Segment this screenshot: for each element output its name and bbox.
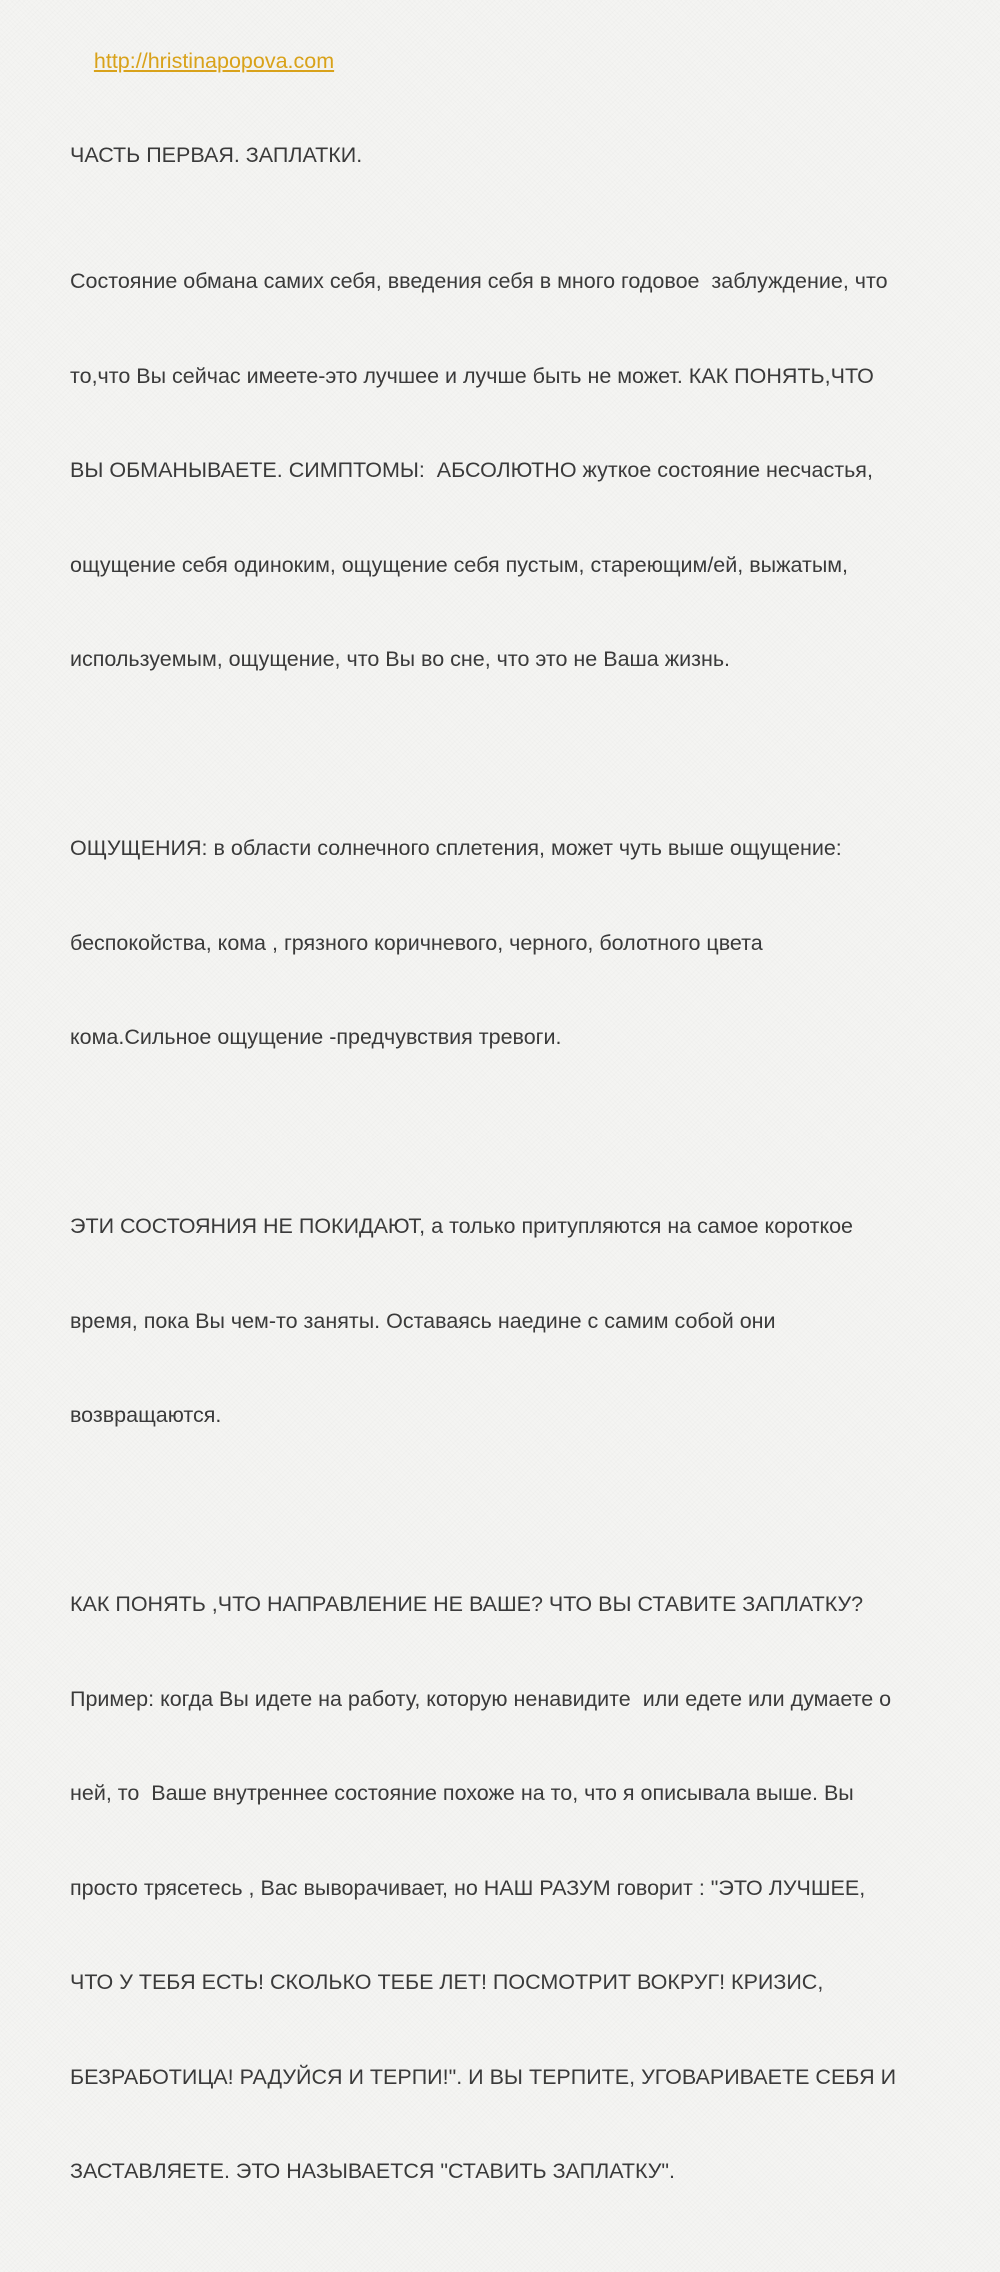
paragraph-states: [70, 1148, 960, 1495]
text-line: ЧТО У ТЕБЯ ЕСТЬ! СКОЛЬКО ТЕБЕ ЛЕТ! ПОСМОТРИТ ВОКРУГ! КРИЗИС,: [70, 1970, 824, 1994]
paragraph-direction: [70, 1526, 960, 2251]
text-line: Пример: когда Вы идете на работу, которую ненавидите или едете или думаете о: [70, 1686, 892, 1711]
text-line: ВЫ ОБМАНЫВАЕТЕ. СИМПТОМЫ: АБСОЛЮТНО жуткое состояние несчастья,: [70, 458, 873, 482]
text-line: беспокойства, кома , грязного коричневого, черного, болотного цвета: [70, 930, 763, 955]
note-heading: ЧАСТЬ ПЕРВАЯ. ЗАПЛАТКИ.: [70, 143, 363, 167]
text-line: КАК ПОНЯТЬ ,ЧТО НАПРАВЛЕНИЕ НЕ ВАШЕ? ЧТО ВЫ СТАВИТЕ ЗАПЛАТКУ?: [70, 1592, 864, 1616]
text-line: БЕЗРАБОТИЦА! РАДУЙСЯ И ТЕРПИ!". И ВЫ ТЕРПИТЕ, УГОВАРИВАЕТЕ СЕБЯ И: [70, 2064, 897, 2089]
text-line: Состояние обмана самих себя, введения себя в много годовое заблуждение, что: [70, 269, 888, 293]
text-line: ОЩУЩЕНИЯ: в области солнечного сплетения, может чуть выше ощущение:: [70, 836, 842, 860]
text-line: ощущение себя одиноким, ощущение себя пустым, стареющим/ей, выжатым,: [70, 552, 849, 577]
paragraph-symptoms: [70, 203, 960, 739]
website-link[interactable]: http://hristinapopova.com: [93, 48, 335, 73]
text-line: кома.Сильное ощущение -предчувствия тревоги.: [70, 1025, 562, 1049]
link-line: [70, 14, 960, 109]
text-line: время, пока Вы чем-то заняты. Оставаясь наедине с самим собой они: [70, 1308, 776, 1333]
note-body[interactable]: [70, 14, 960, 2272]
text-line: используемым, ощущение, что Вы во сне, что это не Ваша жизнь.: [70, 647, 731, 671]
paragraph-sensations: [70, 770, 960, 1117]
text-line: просто трясетесь , Вас выворачивает, но НАШ РАЗУМ говорит : "ЭТО ЛУЧШЕЕ,: [70, 1875, 866, 1900]
text-line: ЗАСТАВЛЯЕТЕ. ЭТО НАЗЫВАЕТСЯ "СТАВИТЬ ЗАПЛАТКУ".: [70, 2159, 676, 2183]
text-line: то,что Вы сейчас имеете-это лучшее и лучше быть не может. КАК ПОНЯТЬ,ЧТО: [70, 363, 874, 388]
text-line: ЭТИ СОСТОЯНИЯ НЕ ПОКИДАЮТ, а только притупляются на самое короткое: [70, 1214, 854, 1238]
text-line: возвращаются.: [70, 1403, 222, 1427]
text-line: ней, то Ваше внутреннее состояние похоже на то, что я описывала выше. Вы: [70, 1781, 854, 1805]
